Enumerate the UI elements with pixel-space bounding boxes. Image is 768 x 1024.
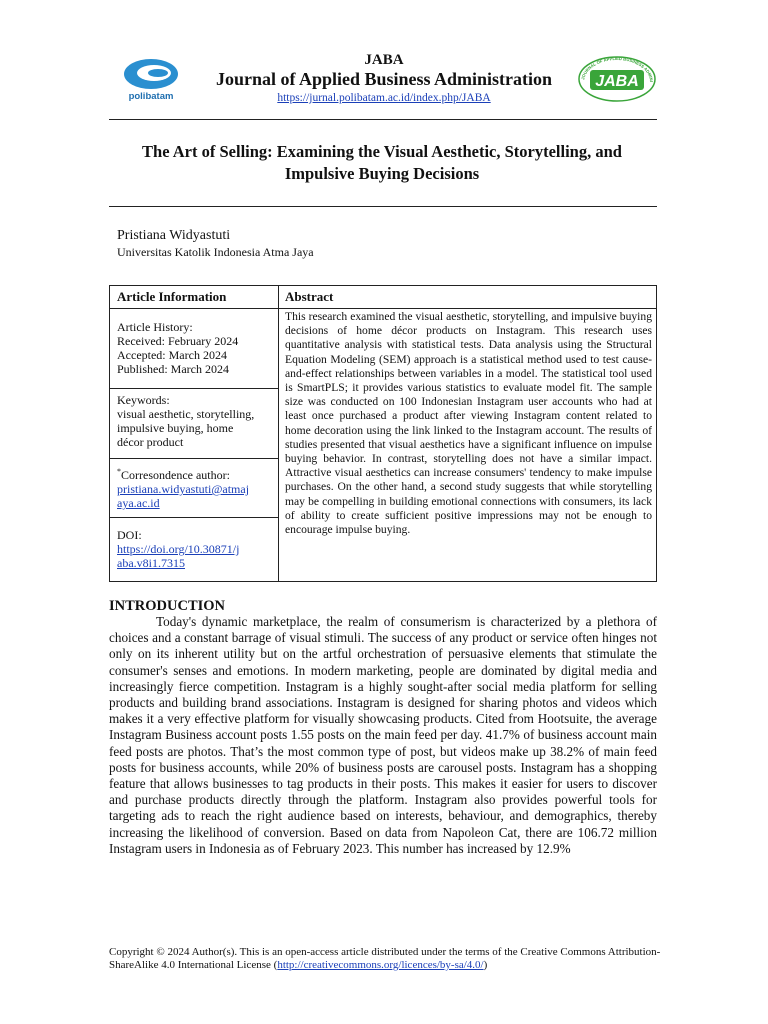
corr-email-link-cont[interactable]: aya.ac.id [117,496,160,510]
doi [117,528,239,570]
jaba-logo-ring-text: JOURNAL OF APPLIED BUSINESS ADMINI [580,55,655,83]
received-date: Received: February 2024 [117,334,239,348]
corr-asterisk: * [117,467,121,476]
title-rule [109,206,657,207]
corr-email-link[interactable]: pristiana.widyastuti@atmaj [117,482,250,496]
license-link[interactable]: http://creativecommons.org/licences/by-sa/4.0/ [277,959,484,971]
polibatam-logo-text: polibatam [128,91,174,102]
keywords [117,393,254,449]
corr-label: Corresondence author: [121,468,230,482]
article-title: The Art of Selling: Examining the Visual Aesthetic, Storytelling, and Impulsive Buying Decisions [142,142,622,183]
correspondence-rule [110,517,278,518]
introduction-body: Today's dynamic marketplace, the realm of consumerism is characterized by a plethora of choices and a constant barrage of visual stimuli. The success of any product or service often hinges not only on its inherent utility but on the artful orchestration of persuasive elements that stimulate the consumer's senses and emotions. In modern marketing, people are dominated by digital media and increasingly fierce competition. Instagram is a highly sought-after social media platform for selling products and building brand associations. Instagram is designed for sharing photos and videos which makes it a very effective platform for visually showcasing products. Cited from Hootsuite, the average Instagram Business account posts 1.55 posts on the main feed per day. 41.7% of business account main feed posts are photos. That’s the most common type of post, but videos make up 38.2% of main feed posts for business accounts, while 20% of business posts are carousel posts. Instagram has a shopping feature that allows businesses to tag products in their posts. This makes it easier for users to discover and purchase products directly through the platform. Instagram also provides powerful tools for targeting ads to reach the right audience based on interests, behaviour, and demographics, thereby increasing the likelihood of conversion. Based on data from Napoleon Cat, there are 106.72 million Instagram users in Indonesia as of February 2023. This number has increased by 12.9% [109,614,657,856]
abstract-text: This research examined the visual aesthetic, storytelling, and impulsive buying decisions of home décor products on Instagram. This research uses quantitative analysis with statistical tests. Data analysis using the Structural Equation Modeling (SEM) approach is a statistical method used to test cause-and-effect relationships between variables in a model. The statistical tool used is SmartPLS; it provides various statistics to evaluate model fit. The sample size was conducted on 100 Indonesian Instagram user accounts who had at least once purchased a product after viewing Instagram content related to home decoration using the link linked to the Instagram account. The results of studies presented that visual aesthetics have a significant influence on impulse buying behavior. In contrast, storytelling does not have a similar impact. Attractive visual aesthetics can increase consumers' tendency to make impulse purchases. On the other hand, a second study suggests that while storytelling may be compelling in building emotional connections with consumers, its lack of ability to create sufficient positive impressions may not be enough to encourage impulse buying. [285,310,652,537]
keyword-line: décor product [117,435,184,449]
keyword-line: impulsive buying, home [117,421,234,435]
keyword-line: visual aesthetic, storytelling, [117,407,255,421]
abstract-heading: Abstract [285,289,334,304]
article-history [117,320,238,376]
author-affiliation: Universitas Katolik Indonesia Atma Jaya [117,245,314,259]
journal-url-link[interactable]: https://jurnal.polibatam.ac.id/index.php/JABA [277,92,491,104]
jaba-logo [574,52,660,102]
doi-link[interactable]: https://doi.org/10.30871/j [117,542,240,556]
history-label: Article History: [117,320,193,334]
accepted-date: Accepted: March 2024 [117,348,227,362]
article-info-table [109,285,657,582]
journal-name: Journal of Applied Business Administration [215,69,553,89]
keywords-label: Keywords: [117,393,170,407]
doi-label: DOI: [117,528,142,542]
doi-link-cont[interactable]: aba.v8i1.7315 [117,556,185,570]
license-close: ) [483,959,488,971]
correspondence [117,465,249,510]
keywords-rule [110,458,278,459]
license-text: Copyright © 2024 Author(s). This is an open-access article distributed under the terms of the Creative Commons Attribution-ShareAlike 4.0 International License ( [109,946,661,971]
table-divider [278,286,279,581]
introduction-heading: INTRODUCTION [109,598,226,614]
history-rule [110,388,278,389]
license-footer [109,946,669,972]
table-header-rule [110,308,656,309]
article-info-heading: Article Information [117,289,227,304]
journal-abbrev: JABA [364,52,404,68]
header-rule [109,119,657,120]
author-name: Pristiana Widyastuti [117,228,231,243]
published-date: Published: March 2024 [117,362,229,376]
jaba-logo-text: JABA [595,73,639,90]
